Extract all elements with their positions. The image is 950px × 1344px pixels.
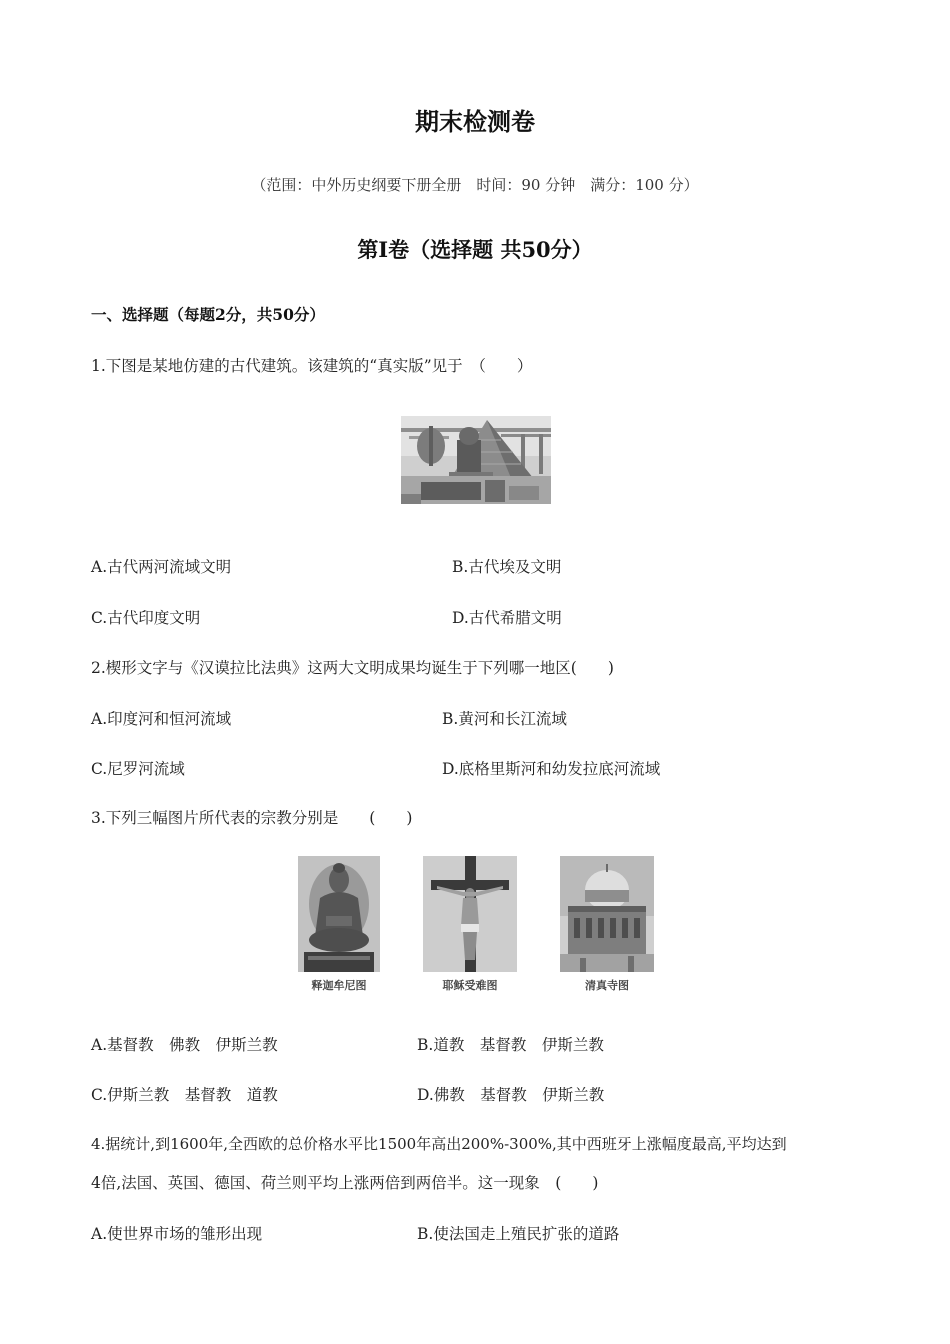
question-2-option-a: A.印度河和恒河流域 [91, 710, 232, 728]
caption-buddha: 释迦牟尼图 [311, 979, 367, 992]
mosque-photo [560, 856, 654, 972]
part-heading: 一、选择题（每题2分，共50分） [91, 305, 325, 324]
question-2-option-b: B.黄河和长江流域 [442, 710, 567, 728]
question-2-option-c: C.尼罗河流域 [91, 760, 185, 778]
caption-mosque: 清真寺图 [585, 979, 629, 992]
section-title: 第Ⅰ卷（选择题 共50分） [357, 237, 593, 262]
question-1-stem: 1.下图是某地仿建的古代建筑。该建筑的“真实版”见于 （ ） [91, 357, 533, 375]
question-3-stem: 3.下列三幅图片所代表的宗教分别是 ( ) [91, 809, 413, 827]
question-1-option-c: C.古代印度文明 [91, 609, 201, 627]
question-1-option-d: D.古代希腊文明 [452, 609, 562, 627]
caption-crucifix: 耶稣受难图 [442, 979, 498, 992]
crucifix-photo [423, 856, 517, 972]
question-3-option-c: C.伊斯兰教 基督教 道教 [91, 1086, 278, 1104]
question-3-option-d: D.佛教 基督教 伊斯兰教 [417, 1086, 605, 1104]
question-3-option-b: B.道教 基督教 伊斯兰教 [417, 1036, 604, 1054]
question-1-option-a: A.古代两河流域文明 [91, 558, 232, 576]
question-3-option-a: A.基督教 佛教 伊斯兰教 [91, 1036, 278, 1054]
question-2-option-d: D.底格里斯河和幼发拉底河流域 [442, 760, 661, 778]
question-4-stem-line-2: 4倍,法国、英国、德国、荷兰则平均上涨两倍到两倍半。这一现象 ( ) [91, 1174, 599, 1192]
page-title: 期末检测卷 [415, 107, 535, 136]
question-1-option-b: B.古代埃及文明 [452, 558, 562, 576]
pyramid-replica-photo [401, 416, 551, 504]
exam-scope-info: （范围：中外历史纲要下册全册 时间：90 分钟 满分：100 分） [251, 176, 699, 194]
question-2-stem: 2.楔形文字与《汉谟拉比法典》这两大文明成果均诞生于下列哪一地区( ) [91, 659, 614, 677]
question-4-option-a: A.使世界市场的雏形出现 [91, 1225, 263, 1243]
buddha-statue-photo [298, 856, 380, 972]
question-4-stem-line-1: 4.据统计,到1600年,全西欧的总价格水平比1500年高出200%-300%,其中西班牙上涨幅度最高,平均达到 [91, 1135, 787, 1153]
question-4-option-b: B.使法国走上殖民扩张的道路 [417, 1225, 620, 1243]
